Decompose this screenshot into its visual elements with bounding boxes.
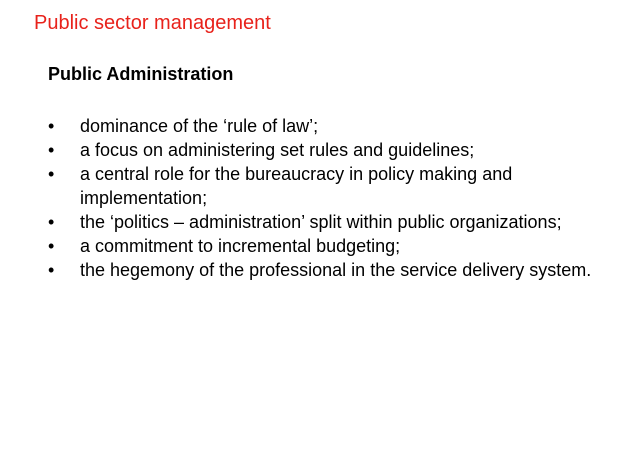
bullet-text: a commitment to incremental budgeting; — [80, 236, 401, 256]
bullet-list — [48, 114, 608, 282]
bullet-item — [48, 210, 608, 234]
bullet-icon: • — [48, 140, 55, 160]
bullet-icon: • — [48, 236, 55, 256]
section-heading: Public Administration — [48, 64, 234, 84]
bullet-text: dominance of the ‘rule of law’; — [80, 116, 319, 136]
bullet-text: a central role for the bureaucracy in policy making and implementation; — [80, 164, 513, 208]
bullet-item — [48, 138, 608, 162]
bullet-text: the hegemony of the professional in the service delivery system. — [80, 260, 592, 280]
bullet-item — [48, 258, 608, 282]
bullet-item — [48, 162, 608, 210]
bullet-icon: • — [48, 212, 55, 232]
bullet-item — [48, 234, 608, 258]
slide-title: Public sector management — [34, 12, 271, 34]
bullet-icon: • — [48, 164, 55, 184]
bullet-icon: • — [48, 116, 55, 136]
bullet-text: the ‘politics – administration’ split within public organizations; — [80, 212, 562, 232]
bullet-icon: • — [48, 260, 55, 280]
bullet-item — [48, 114, 608, 138]
bullet-text: a focus on administering set rules and guidelines; — [80, 140, 475, 160]
